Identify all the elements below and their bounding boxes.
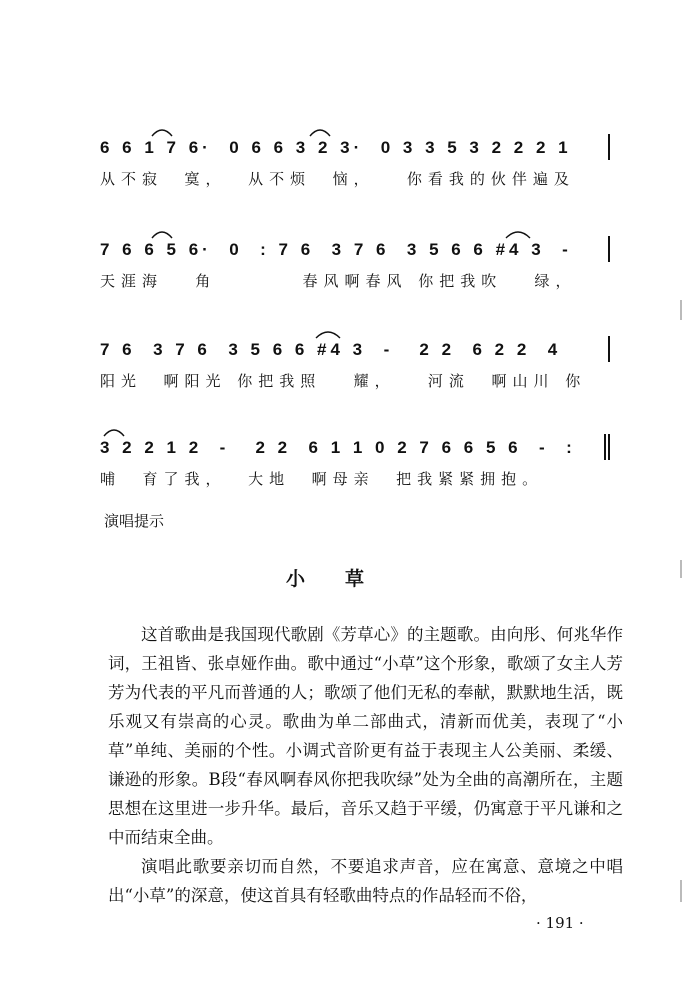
page-edge-mark <box>680 880 682 902</box>
jianpu-notes: 7 6 6 5 6· 0 : 7 6 3 7 6 3 5 6 6 #4 3 - <box>100 240 572 259</box>
page-number: · 191 · <box>536 914 584 932</box>
page-edge-mark <box>680 560 682 578</box>
jianpu-notes: 7 6 3 7 6 3 5 6 6 #4 3 - 2 2 6 2 2 4 <box>100 340 562 359</box>
page-edge-mark <box>680 300 682 320</box>
score-line-4 <box>0 420 690 492</box>
slur-mark <box>0 120 690 140</box>
barline <box>608 336 610 362</box>
barline <box>604 434 606 460</box>
score-line-1 <box>0 120 690 192</box>
paragraph: 这首歌曲是我国现代歌剧《芳草心》的主题歌。由向彤、何兆华作词，王祖皆、张卓娅作曲。歌中通过“小草”这个形象，歌颂了女主人芳芳为代表的平凡而普通的人；歌颂了他们无私的奉献，默默地生活，既乐观又有崇高的心灵。歌曲为单二部曲式，清新而优美，表现了“小草”单纯、美丽的个性。小调式音阶更有益于表现主人公美丽、柔缓、谦逊的形象。B段“春风啊春风你把我吹绿”处为全曲的高潮所在，主题思想在这里进一步升华。最后，音乐又趋于平缓，仍寓意于平凡谦和之中而结束全曲。 <box>108 625 623 847</box>
jianpu-notes: 3 2 2 1 2 - 2 2 6 1 1 0 2 7 6 6 5 6 - : <box>100 438 576 457</box>
score-line-2 <box>0 222 690 294</box>
slur-mark <box>0 420 690 440</box>
lyrics-line: 天涯海 角 春风啊春风 你把我吹 绿， <box>100 272 577 290</box>
section-label: 演唱提示 <box>104 512 165 530</box>
score-line-3 <box>0 322 690 394</box>
paragraph: 演唱此歌要亲切而自然，不要追求声音，应在寓意、意境之中唱出“小草”的深意，使这首具有轻歌曲特点的作品轻而不俗， <box>108 857 623 905</box>
barline <box>608 236 610 262</box>
song-title: 小草 <box>285 568 404 590</box>
slur-mark <box>0 222 690 242</box>
jianpu-notes: 6 6 1 7 6· 0 6 6 3 2 3· 0 3 3 5 3 2 2 2 1 <box>100 138 572 157</box>
barline <box>608 134 610 160</box>
slur-mark <box>0 322 690 342</box>
lyrics-line: 阳光 啊阳光 你把我照 耀， 河流 啊山川 你 <box>100 372 587 390</box>
barline <box>608 434 610 460</box>
lyrics-line: 从不寂 寞， 从不烦 恼， 你看我的伙伴遍及 <box>100 170 575 188</box>
lyrics-line: 哺 育了我， 大地 啊母亲 把我紧紧拥抱。 <box>100 470 544 488</box>
